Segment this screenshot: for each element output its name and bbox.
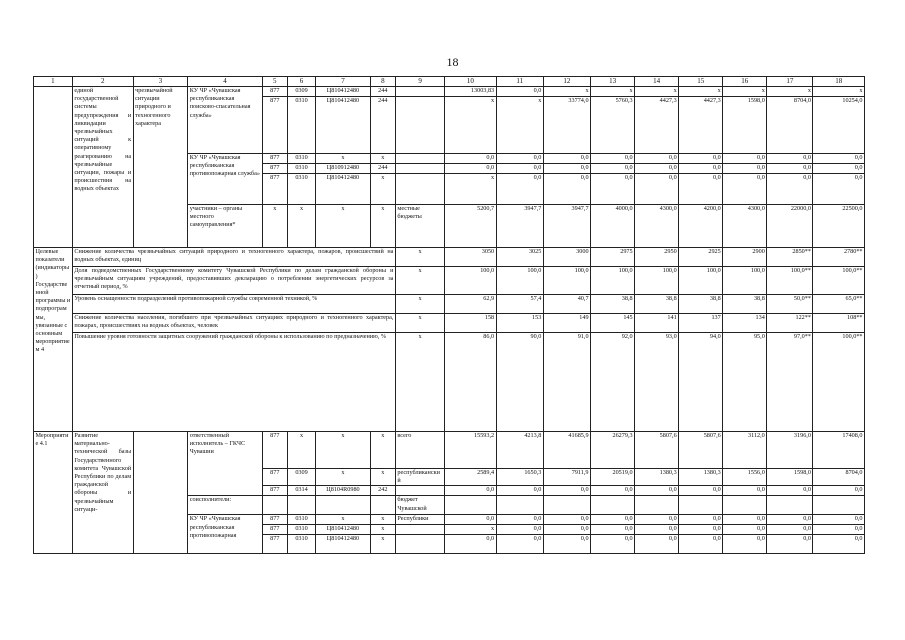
year-value-cell: 0,0 [635, 486, 679, 496]
year-value-cell: 0,0 [679, 486, 723, 496]
section-code-cell: 0310 [287, 515, 315, 525]
year-value-cell: 0,0 [591, 174, 635, 205]
target-article-cell: x [316, 469, 371, 486]
expense-type-cell: 244 [370, 97, 395, 154]
year-value-cell: 0,0 [635, 525, 679, 535]
executor-cell: ответственный исполнитель – ГКЧС Чувашии [188, 432, 262, 496]
year-value-cell: 0,0 [496, 154, 543, 164]
year-value-cell: 4213,8 [496, 432, 543, 469]
year-value-cell: 153 [496, 314, 543, 333]
year-value-cell: 62,9 [445, 295, 496, 314]
year-value-cell: 95,0 [723, 333, 767, 432]
funding-source-cell [395, 154, 444, 164]
funding-source-cell [395, 525, 444, 535]
year-value-cell: 0,0 [679, 174, 723, 205]
measure-goal-cell [133, 432, 188, 554]
year-value-cell: x [635, 87, 679, 97]
year-value-cell: 38,8 [679, 295, 723, 314]
year-value-cell: 38,8 [635, 295, 679, 314]
year-value-cell: 0,0 [543, 174, 590, 205]
column-number-11: 11 [496, 77, 543, 87]
executor-cell: КУ ЧР «Чувашская республиканская противопожарная [188, 515, 262, 554]
year-value-cell [635, 496, 679, 515]
funding-source-cell: Республики [395, 515, 444, 525]
target-article-cell: Ц810412480 [316, 87, 371, 97]
year-value-cell: 0,0 [543, 535, 590, 554]
year-value-cell: 0,0 [723, 154, 767, 164]
year-value-cell: 4300,0 [635, 205, 679, 248]
year-value-cell: 0,0 [591, 515, 635, 525]
year-value-cell: 41685,9 [543, 432, 590, 469]
year-value-cell: 0,0 [813, 525, 865, 535]
measure-name-cell: Развитие материально-технической базы Государственного комитета Чувашской Республики по делам гражданской обороны и чрезвычайным ситуаци- [72, 432, 133, 554]
year-value-cell: 1598,0 [723, 97, 767, 154]
year-value-cell: 5807,6 [679, 432, 723, 469]
year-value-cell: 0,0 [543, 486, 590, 496]
column-number-8: 8 [370, 77, 395, 87]
indicator-text-cell: Повышение уровня готовности защитных сооружений гражданской обороны к использованию по предназначению, % [72, 333, 395, 432]
expense-type-cell: x [370, 469, 395, 486]
funding-source-cell: местные бюджеты [395, 205, 444, 248]
year-value-cell: 122** [767, 314, 813, 333]
expense-type-cell: 244 [370, 164, 395, 174]
year-value-cell: 0,0 [723, 174, 767, 205]
year-value-cell: 38,8 [723, 295, 767, 314]
target-article-cell: Ц810912480 [316, 164, 371, 174]
year-value-cell: 0,0 [445, 535, 496, 554]
year-value-cell: 0,0 [496, 525, 543, 535]
grbs-cell: 877 [262, 174, 287, 205]
year-value-cell: x [813, 87, 865, 97]
year-value-cell: 0,0 [591, 486, 635, 496]
column-number-3: 3 [133, 77, 188, 87]
year-value-cell: 100,0 [445, 267, 496, 295]
year-value-cell: 0,0 [591, 525, 635, 535]
header-row [34, 77, 865, 87]
year-value-cell: 0,0 [767, 525, 813, 535]
year-value-cell: 2900 [723, 248, 767, 267]
column-number-1: 1 [34, 77, 73, 87]
year-value-cell [496, 496, 543, 515]
year-value-cell: 0,0 [767, 515, 813, 525]
year-value-cell [679, 496, 723, 515]
section-code-cell: 0310 [287, 154, 315, 164]
year-value-cell: 0,0 [679, 154, 723, 164]
indicator-text-cell: Снижение количества населения, погибшего при чрезвычайных ситуациях природного и техногенного характера, пожарах, происшествиях на водных объектах, человек [72, 314, 395, 333]
target-article-cell: x [316, 432, 371, 469]
column-number-16: 16 [723, 77, 767, 87]
grbs-cell: 877 [262, 87, 287, 97]
year-value-cell: 0,0 [679, 515, 723, 525]
year-value-cell: 0,0 [445, 154, 496, 164]
year-value-cell: 3947,7 [496, 205, 543, 248]
year-value-cell: 149 [543, 314, 590, 333]
year-value-cell: 0,0 [543, 164, 590, 174]
year-value-cell: 3025 [496, 248, 543, 267]
year-value-cell: 3050 [445, 248, 496, 267]
year-value-cell: 22000,0 [767, 205, 813, 248]
year-value-cell: x [445, 525, 496, 535]
year-value-cell: x [723, 87, 767, 97]
grbs-cell: 877 [262, 525, 287, 535]
year-value-cell: 0,0 [445, 486, 496, 496]
executor-cell: соисполнители: [188, 496, 262, 515]
year-value-cell: 0,0 [543, 525, 590, 535]
year-value-cell: 15593,2 [445, 432, 496, 469]
year-value-cell: 0,0 [767, 174, 813, 205]
year-value-cell: 13003,83 [445, 87, 496, 97]
year-value-cell: 0,0 [591, 535, 635, 554]
grbs-cell: 877 [262, 469, 287, 486]
year-value-cell: 2950 [635, 248, 679, 267]
grbs-cell: x [262, 205, 287, 248]
measure-name-cell: единой государственной системы предупреждения и ликвидации чрезвычайных ситуаций к оперативному реагированию на чрезвычайные ситуации, пожары и происшествия на водных объектах [72, 87, 133, 248]
year-value-cell: 0,0 [635, 164, 679, 174]
year-value-cell: 134 [723, 314, 767, 333]
column-number-5: 5 [262, 77, 287, 87]
section-code-cell: 0310 [287, 97, 315, 154]
expense-type-cell: x [370, 154, 395, 164]
indicator-text-cell: Снижение количества чрезвычайных ситуаций природного и техногенного характера, пожаров, происшествий на водных объектах, единиц [72, 248, 395, 267]
year-value-cell: 5807,6 [635, 432, 679, 469]
column-number-10: 10 [445, 77, 496, 87]
year-value-cell: 0,0 [496, 486, 543, 496]
year-value-cell: 1380,3 [679, 469, 723, 486]
funding-source-cell: бюджет Чувашской [395, 496, 444, 515]
funding-source-cell: x [395, 248, 444, 267]
funding-source-cell [395, 87, 444, 97]
funding-source-cell [395, 164, 444, 174]
year-value-cell: 2780** [813, 248, 865, 267]
target-article-cell: Ц810412480 [316, 97, 371, 154]
year-value-cell: 100,0** [813, 333, 865, 432]
year-value-cell: 158 [445, 314, 496, 333]
measure-goal-cell: чрезвычайной ситуации природного и техногенного характера [133, 87, 188, 248]
funding-source-cell: x [395, 267, 444, 295]
year-value-cell: 5200,7 [445, 205, 496, 248]
indicator-text-cell: Уровень оснащенности подразделений противопожарной службы современной техникой, % [72, 295, 395, 314]
expense-type-cell: x [370, 432, 395, 469]
column-number-17: 17 [767, 77, 813, 87]
year-value-cell: 1380,3 [635, 469, 679, 486]
year-value-cell: 94,0 [679, 333, 723, 432]
executor-cell: КУ ЧР «Чувашская республиканская поисково-спасательная служба» [188, 87, 262, 154]
year-value-cell: 0,0 [445, 515, 496, 525]
year-value-cell: 0,0 [591, 154, 635, 164]
year-value-cell: 1556,0 [723, 469, 767, 486]
executor-cell: КУ ЧР «Чувашская республиканская противопожарная служба» [188, 154, 262, 205]
year-value-cell: 22500,0 [813, 205, 865, 248]
column-number-18: 18 [813, 77, 865, 87]
year-value-cell: 26279,3 [591, 432, 635, 469]
year-value-cell: 0,0 [496, 174, 543, 205]
year-value-cell: 93,0 [635, 333, 679, 432]
year-value-cell: 0,0 [767, 154, 813, 164]
measure-number-cell: Мероприятие 4.1 [34, 432, 73, 554]
expense-type-cell [370, 496, 395, 515]
indicator-row [34, 333, 865, 432]
funding-source-cell: x [395, 333, 444, 432]
year-value-cell: 0,0 [591, 164, 635, 174]
grbs-cell: 877 [262, 97, 287, 154]
year-value-cell: 5760,3 [591, 97, 635, 154]
year-value-cell: 100,0 [635, 267, 679, 295]
year-value-cell: 7911,9 [543, 469, 590, 486]
section-code-cell: x [287, 432, 315, 469]
year-value-cell: 0,0 [767, 486, 813, 496]
row-number-cell [34, 87, 73, 248]
column-number-2: 2 [72, 77, 133, 87]
year-value-cell: 108** [813, 314, 865, 333]
table-row [34, 87, 865, 97]
funding-source-cell: x [395, 314, 444, 333]
year-value-cell: 0,0 [496, 164, 543, 174]
year-value-cell: 2975 [591, 248, 635, 267]
indicator-row [34, 267, 865, 295]
year-value-cell: 0,0 [813, 174, 865, 205]
year-value-cell: 0,0 [543, 515, 590, 525]
year-value-cell: 0,0 [813, 535, 865, 554]
year-value-cell: 90,0 [496, 333, 543, 432]
year-value-cell: 100,0 [591, 267, 635, 295]
year-value-cell: 4427,3 [679, 97, 723, 154]
year-value-cell: x [496, 97, 543, 154]
year-value-cell: x [445, 97, 496, 154]
year-value-cell: 0,0 [635, 535, 679, 554]
expense-type-cell: x [370, 525, 395, 535]
grbs-cell: 877 [262, 535, 287, 554]
year-value-cell: 1650,3 [496, 469, 543, 486]
target-article-cell: x [316, 205, 371, 248]
expense-type-cell: x [370, 205, 395, 248]
indicator-row [34, 295, 865, 314]
year-value-cell: 97,0** [767, 333, 813, 432]
funding-source-cell: республиканский [395, 469, 444, 486]
year-value-cell: 3196,0 [767, 432, 813, 469]
year-value-cell: 100,0** [813, 267, 865, 295]
section-code-cell: 0310 [287, 164, 315, 174]
year-value-cell: 2589,4 [445, 469, 496, 486]
section-code-cell: 0310 [287, 525, 315, 535]
column-number-13: 13 [591, 77, 635, 87]
column-number-15: 15 [679, 77, 723, 87]
year-value-cell: 0,0 [496, 515, 543, 525]
year-value-cell: 0,0 [723, 164, 767, 174]
year-value-cell: 100,0 [679, 267, 723, 295]
year-value-cell: x [543, 87, 590, 97]
year-value-cell: 0,0 [635, 174, 679, 205]
year-value-cell: 0,0 [767, 164, 813, 174]
year-value-cell: 141 [635, 314, 679, 333]
funding-source-cell [395, 486, 444, 496]
grbs-cell: 877 [262, 432, 287, 469]
column-number-6: 6 [287, 77, 315, 87]
grbs-cell: 877 [262, 515, 287, 525]
year-value-cell: 3947,7 [543, 205, 590, 248]
column-number-7: 7 [316, 77, 371, 87]
target-article-cell: Ц810412480 [316, 525, 371, 535]
funding-source-cell [395, 97, 444, 154]
target-article-cell: x [316, 154, 371, 164]
year-value-cell: 57,4 [496, 295, 543, 314]
year-value-cell: 100,0 [543, 267, 590, 295]
year-value-cell: 92,0 [591, 333, 635, 432]
section-code-cell: x [287, 205, 315, 248]
year-value-cell: x [679, 87, 723, 97]
year-value-cell: 0,0 [679, 164, 723, 174]
year-value-cell: 40,7 [543, 295, 590, 314]
funding-source-cell: всего [395, 432, 444, 469]
year-value-cell: 38,8 [591, 295, 635, 314]
indicator-text-cell: Доля подведомственных Государственному комитету Чувашской Республики по делам гражданской обороны и чрезвычайным ситуациям учреждений, предоставивших декларацию о потреблении энергетических ресурсов за отчетный период, % [72, 267, 395, 295]
year-value-cell: 0,0 [496, 87, 543, 97]
indicator-row [34, 248, 865, 267]
year-value-cell: 3000 [543, 248, 590, 267]
year-value-cell: 0,0 [813, 486, 865, 496]
year-value-cell: 0,0 [496, 535, 543, 554]
year-value-cell: 0,0 [767, 535, 813, 554]
year-value-cell [543, 496, 590, 515]
year-value-cell: 137 [679, 314, 723, 333]
column-number-9: 9 [395, 77, 444, 87]
year-value-cell: 50,0** [767, 295, 813, 314]
column-number-14: 14 [635, 77, 679, 87]
year-value-cell: 0,0 [723, 515, 767, 525]
year-value-cell: 20519,0 [591, 469, 635, 486]
year-value-cell: 100,0** [767, 267, 813, 295]
table-row [34, 432, 865, 469]
year-value-cell: 17408,0 [813, 432, 865, 469]
grbs-cell: 877 [262, 164, 287, 174]
indicators-label-cell: Целевые показатели (индикаторы) Государственной программы и подпрограммы, увязанные с основным мероприятием 4 [34, 248, 73, 432]
target-article-cell: Ц810412480 [316, 174, 371, 205]
target-article-cell: Ц810412480 [316, 535, 371, 554]
expense-type-cell: x [370, 515, 395, 525]
page-number: 18 [446, 55, 459, 69]
year-value-cell: x [767, 87, 813, 97]
year-value-cell: 8704,0 [813, 469, 865, 486]
executor-cell: участники – органы местного самоуправления* [188, 205, 262, 248]
year-value-cell: 86,0 [445, 333, 496, 432]
year-value-cell: 0,0 [543, 154, 590, 164]
target-article-cell [316, 496, 371, 515]
year-value-cell: 4200,0 [679, 205, 723, 248]
year-value-cell: 0,0 [445, 164, 496, 174]
section-code-cell [287, 496, 315, 515]
expense-type-cell: x [370, 535, 395, 554]
year-value-cell: x [445, 174, 496, 205]
year-value-cell: 2850** [767, 248, 813, 267]
funding-source-cell [395, 535, 444, 554]
column-number-12: 12 [543, 77, 590, 87]
year-value-cell: 8704,0 [767, 97, 813, 154]
indicator-row [34, 314, 865, 333]
column-number-4: 4 [188, 77, 262, 87]
funding-source-cell: x [395, 295, 444, 314]
year-value-cell: 2925 [679, 248, 723, 267]
year-value-cell: 0,0 [679, 525, 723, 535]
year-value-cell: 0,0 [679, 535, 723, 554]
year-value-cell: 1598,0 [767, 469, 813, 486]
year-value-cell: 0,0 [723, 486, 767, 496]
year-value-cell: 0,0 [813, 154, 865, 164]
year-value-cell [591, 496, 635, 515]
year-value-cell: 4000,0 [591, 205, 635, 248]
funding-source-cell [395, 174, 444, 205]
section-code-cell: 0314 [287, 486, 315, 496]
year-value-cell [723, 496, 767, 515]
section-code-cell: 0309 [287, 87, 315, 97]
year-value-cell: 0,0 [813, 164, 865, 174]
year-value-cell: 4300,0 [723, 205, 767, 248]
section-code-cell: 0310 [287, 535, 315, 554]
expense-type-cell: x [370, 174, 395, 205]
year-value-cell: 3112,0 [723, 432, 767, 469]
grbs-cell [262, 496, 287, 515]
year-value-cell: 100,0 [496, 267, 543, 295]
year-value-cell: 0,0 [635, 154, 679, 164]
year-value-cell: 33774,0 [543, 97, 590, 154]
year-value-cell: 4427,3 [635, 97, 679, 154]
year-value-cell [445, 496, 496, 515]
year-value-cell [813, 496, 865, 515]
year-value-cell: x [591, 87, 635, 97]
year-value-cell: 0,0 [723, 525, 767, 535]
year-value-cell [767, 496, 813, 515]
year-value-cell: 0,0 [635, 515, 679, 525]
year-value-cell: 10254,0 [813, 97, 865, 154]
expense-type-cell: 244 [370, 87, 395, 97]
section-code-cell: 0309 [287, 469, 315, 486]
year-value-cell: 145 [591, 314, 635, 333]
expense-type-cell: 242 [370, 486, 395, 496]
year-value-cell: 65,0** [813, 295, 865, 314]
year-value-cell: 0,0 [813, 515, 865, 525]
grbs-cell: 877 [262, 486, 287, 496]
year-value-cell: 100,0 [723, 267, 767, 295]
target-article-cell: Ц8104R0980 [316, 486, 371, 496]
grbs-cell: 877 [262, 154, 287, 164]
target-article-cell: x [316, 515, 371, 525]
year-value-cell: 91,0 [543, 333, 590, 432]
year-value-cell: 0,0 [723, 535, 767, 554]
section-code-cell: 0310 [287, 174, 315, 205]
budget-table [33, 76, 865, 554]
